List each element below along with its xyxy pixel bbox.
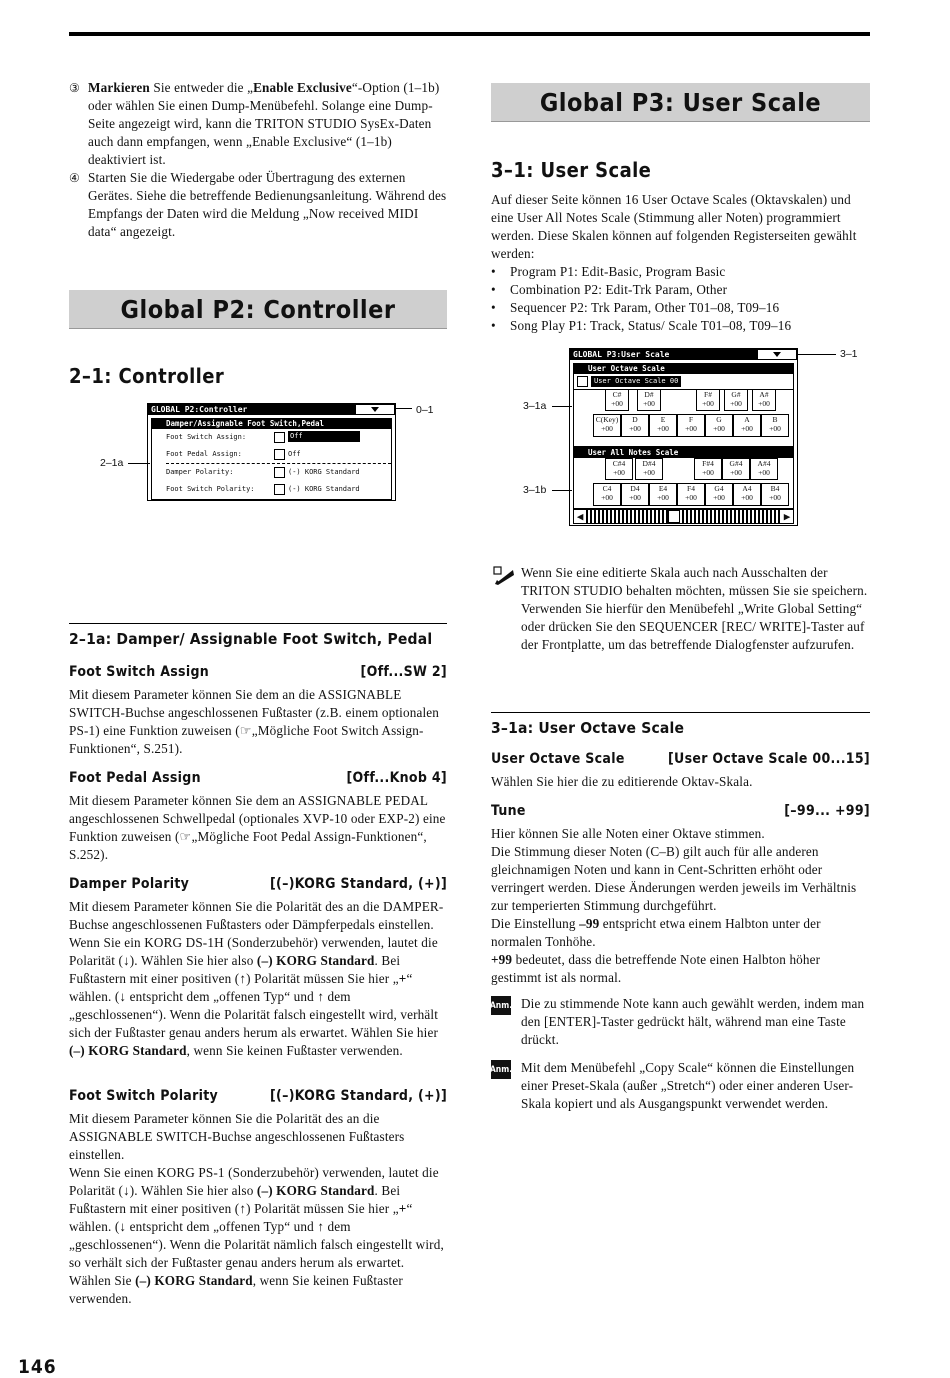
key-cell[interactable]: [722, 458, 750, 480]
param-description: [69, 898, 447, 1060]
anm-note-icon: Anm.: [491, 996, 511, 1015]
param-name: Foot Switch Polarity: [69, 1088, 219, 1104]
key-cell[interactable]: [705, 483, 733, 506]
key-cell[interactable]: [750, 458, 778, 480]
lcd-row-value[interactable]: Off: [288, 450, 301, 458]
param-paragraph: Die Stimmung dieser Noten (C–B) gilt auch für alle anderen gleichnamigen Noten und kann in Cent-Schritten erhöht oder verringert werden. Diese Änderungen werden jeweils im Verhältnis zur temperierten Stimmung durchgeführt.: [491, 844, 857, 913]
section-title-user-scale: 3–1: User Scale: [491, 158, 652, 182]
note-paragraph: Wenn Sie eine editierte Skala auch nach Ausschalten der TRITON STUDIO behalten möchten, müssen Sie sie speichern.: [521, 565, 868, 598]
intro-paragraph: Auf dieser Seite können 16 User Octave Scales (Oktavskalen) und eine User All Notes Scale (Stimmung aller Noten) programmiert werden. Diese Skalen können auf folgenden Registerseiten gewählt werden:: [491, 192, 857, 261]
key-name: F#4: [702, 459, 714, 468]
param-description: [491, 825, 870, 987]
key-cell[interactable]: [761, 414, 789, 437]
anm-note-icon: Anm.: [491, 1060, 511, 1079]
octave-scale-select[interactable]: [577, 376, 681, 387]
key-cell[interactable]: [677, 414, 705, 437]
intro-block: [491, 191, 870, 335]
callout-label: 0–1: [416, 404, 434, 416]
text-run: , wenn Sie keinen Fußtaster verwenden.: [186, 1043, 403, 1058]
lcd-group-label: User Octave Scale: [574, 364, 793, 374]
key-value: +00: [730, 468, 742, 477]
key-cell[interactable]: [593, 483, 621, 506]
octave-scale-value[interactable]: User Octave Scale 00: [591, 376, 681, 387]
param-paragraph: [69, 934, 447, 1060]
param-paragraph: Mit diesem Parameter können Sie die Polarität des an die ASSIGNABLE SWITCH-Buchse angeschlossenen Fußtasters einstellen.: [69, 1111, 405, 1162]
key-value: +00: [629, 424, 641, 433]
all-notes-white-keys: [593, 483, 789, 507]
key-name: G#4: [729, 459, 743, 468]
key-cell[interactable]: [752, 389, 776, 411]
key-value: +00: [769, 424, 781, 433]
key-value: +00: [713, 493, 725, 502]
anm-note-text: Die zu stimmende Note kann auch gewählt werden, indem man den [ENTER]-Taster gedrückt hält, während man eine Taste drückt.: [521, 996, 865, 1047]
scroll-left-icon[interactable]: ◀: [574, 510, 586, 523]
list-item-text: Program P1: Edit-Basic, Program Basic: [510, 264, 726, 279]
list-item: • Song Play P1: Track, Status/ Scale T01–08, T09–16: [491, 318, 792, 333]
key-name: E: [660, 415, 666, 424]
param-name: Damper Polarity: [69, 876, 190, 892]
top-rule: [69, 32, 870, 36]
section-title-controller: 2–1: Controller: [69, 364, 225, 388]
text-bold: –99: [579, 916, 600, 931]
key-name: D#: [644, 390, 654, 399]
key-value: +00: [702, 399, 714, 408]
text-run: Wenn Sie ein KORG DS-1H (Sonderzubehör) verwenden, lautet die Polarität (↓). Wählen Sie hier also: [69, 935, 438, 968]
key-value: +00: [758, 468, 770, 477]
lcd-title: GLOBAL P3:User Scale: [573, 350, 670, 359]
key-value: +00: [769, 493, 781, 502]
param-range: [User Octave Scale 00...15]: [668, 751, 870, 767]
key-value: +00: [643, 468, 655, 477]
step-3: [69, 79, 447, 169]
list-item: • Combination P2: Edit-Trk Param, Other: [491, 282, 728, 297]
step-number: ④: [69, 171, 80, 185]
key-value: +00: [657, 424, 669, 433]
key-name: C#: [612, 390, 622, 399]
param-name: User Octave Scale: [491, 751, 625, 767]
key-name: C#4: [612, 459, 626, 468]
key-name: B: [772, 415, 778, 424]
list-item: • Sequencer P2: Trk Param, Other T01–08, T09–16: [491, 300, 780, 315]
key-value: +00: [741, 424, 753, 433]
key-value: +00: [702, 468, 714, 477]
text-run: . Bei Fußtastern mit einer positiven (↑) Polarität müssen Sie hier „: [69, 953, 401, 986]
param-name: Tune: [491, 803, 526, 819]
text-bold: (–) KORG Standard: [135, 1273, 253, 1288]
key-value: +00: [657, 493, 669, 502]
key-value: +00: [613, 468, 625, 477]
key-value: +00: [758, 399, 770, 408]
key-value: +00: [741, 493, 753, 502]
lcd-controller-screen: [147, 403, 396, 501]
param-name: Foot Pedal Assign: [69, 770, 201, 786]
param-description: Wählen Sie hier die zu editierende Oktav-Skala.: [491, 774, 753, 789]
key-cell[interactable]: [621, 483, 649, 506]
chapter-title-controller: Global P2: Controller: [69, 290, 447, 329]
lcd-row-label: Foot Switch Assign:: [166, 433, 247, 441]
anm-note-text: Mit dem Menübefehl „Copy Scale“ können die Einstellungen einer Preset-Skala (außer „Stretch“) oder einer anderen User-Skala kopiert und als Ausgangspunkt verwendet werden.: [521, 1060, 855, 1111]
callout-label: 3–1: [840, 348, 858, 360]
lcd-row-label: Foot Switch Polarity:: [166, 485, 255, 493]
key-name: F4: [687, 484, 695, 493]
param-description: [69, 1110, 447, 1308]
list-item: • Program P1: Edit-Basic, Program Basic: [491, 264, 726, 279]
param-range: [Off...Knob 4]: [346, 770, 447, 786]
callout-line: [552, 490, 572, 491]
param-heading: [69, 664, 447, 680]
lcd-row-value[interactable]: (-) KORG Standard: [288, 485, 360, 493]
text-bold: +99: [491, 952, 513, 967]
param-heading: [69, 876, 447, 892]
param-name: Foot Switch Assign: [69, 664, 210, 680]
key-name: E4: [658, 484, 668, 493]
key-cell[interactable]: [705, 414, 733, 437]
lcd-row[interactable]: [166, 429, 391, 446]
scroll-right-icon[interactable]: ▶: [781, 510, 793, 523]
param-heading: [69, 770, 447, 786]
lcd-row-label: Damper Polarity:: [166, 468, 234, 476]
key-value: +00: [713, 424, 725, 433]
select-arrow-icon[interactable]: [274, 449, 285, 460]
key-cell[interactable]: [733, 483, 761, 506]
key-cell[interactable]: [733, 414, 761, 437]
param-description: Mit diesem Parameter können Sie dem an die ASSIGNABLE SWITCH-Buchse angeschlossenen Fußtaster (z.B. einem optionalen PS-1) eine Funktion zuweisen (☞„Mögliche Foot Switch Assign-Funktionen“, S.251).: [69, 687, 440, 756]
subsection-title-octave: 3–1a: User Octave Scale: [491, 712, 870, 737]
step-bold: Markieren: [88, 80, 150, 95]
key-name: G4: [714, 484, 724, 493]
lcd-row[interactable]: [166, 446, 391, 463]
lcd-row-value[interactable]: (-) KORG Standard: [288, 468, 360, 476]
key-value: +00: [611, 399, 623, 408]
page-menu-dropdown[interactable]: [757, 349, 797, 360]
chapter-title-user-scale: Global P3: User Scale: [491, 83, 870, 122]
register-list: [491, 263, 870, 335]
text-run: , wenn Sie keinen Fußtaster verwenden.: [69, 1273, 403, 1306]
param-paragraph: Mit diesem Parameter können Sie die Polarität des an die DAMPER-Buchse angeschlossenen Fußtasters oder Dämpferpedals einstellen.: [69, 899, 444, 932]
select-arrow-icon[interactable]: [274, 467, 285, 478]
text-bold: +: [398, 971, 407, 986]
key-name: C4: [602, 484, 612, 493]
callout-line: [128, 463, 150, 464]
callout-label: 3–1a: [523, 400, 547, 412]
callout-line: [796, 354, 836, 355]
key-value: +00: [685, 493, 697, 502]
page-menu-dropdown[interactable]: [355, 404, 395, 415]
key-value: +00: [730, 399, 742, 408]
text-run: “ wählen. (↓ entspricht dem „offenen Typ“ und ↑ dem „geschlossenen“). Wenn die Polarität falsch eingestellt wird, verhält sich der Fußtaster genau anders herum als erwartet. Wählen Sie hier: [69, 971, 439, 1040]
lcd-row-value[interactable]: Off: [288, 431, 360, 442]
text-bold: (–) KORG Standard: [256, 953, 375, 968]
key-name: D4: [630, 484, 640, 493]
key-value: +00: [643, 399, 655, 408]
lcd-title: GLOBAL P2:Controller: [151, 405, 248, 414]
param-heading: [491, 751, 870, 767]
param-description: Mit diesem Parameter können Sie dem an ASSIGNABLE PEDAL angeschlossenen Schwellpedal (optionales XVP-10 oder EXP-2) eine Funktion zuweisen (☞„Mögliche Foot Pedal Assign-Funktionen“, S.252).: [69, 793, 446, 862]
key-cell[interactable]: [635, 458, 663, 480]
select-arrow-icon[interactable]: [274, 484, 285, 495]
pencil-note-icon: [493, 566, 515, 586]
text-run: Wenn Sie einen KORG PS-1 (Sonderzubehör) verwenden, lautet die Polarität (↓). Wählen Sie hier also: [69, 1165, 439, 1198]
page-number: 146: [18, 1356, 57, 1378]
callout-label: 3–1b: [523, 484, 547, 496]
key-cell[interactable]: [605, 458, 633, 480]
subsection-title-damper: 2–1a: Damper/ Assignable Foot Switch, Pedal: [69, 623, 447, 648]
key-cell[interactable]: [649, 483, 677, 506]
text-run: bedeutet, dass die betreffende Note einen Halbton höher gestimmt ist als normal.: [491, 952, 821, 985]
select-arrow-icon[interactable]: [577, 376, 588, 387]
octave-white-keys: [593, 414, 789, 438]
scroll-thumb[interactable]: [668, 510, 680, 523]
key-value: +00: [629, 493, 641, 502]
text-run: . Bei Fußtastern mit einer positiven (↑) Polarität müssen Sie hier „: [69, 1183, 401, 1216]
callout-label: 2–1a: [100, 457, 124, 469]
key-cell[interactable]: [724, 389, 748, 411]
step-list: [69, 79, 447, 241]
key-name: D: [632, 415, 638, 424]
key-name: A#4: [757, 459, 771, 468]
param-paragraph: [491, 951, 870, 987]
key-name: G#: [731, 390, 741, 399]
step-bold: Enable Exclusive: [253, 80, 352, 95]
step-text: “-Option (1–1b) oder wählen Sie einen Dump-Menübefehl. Solange eine Dump-Seite angezeigt wird, kann die TRITON STUDIO SysEx-Daten auch dann empfangen, wenn „Enable Exclusive“ (1–1b) deaktiviert ist.: [88, 80, 440, 167]
key-name: A: [744, 415, 750, 424]
list-item-text: Combination P2: Edit-Trk Param, Other: [510, 282, 728, 297]
step-4: [69, 169, 447, 241]
key-value: +00: [601, 493, 613, 502]
key-cell[interactable]: [605, 389, 629, 411]
key-value: +00: [601, 424, 613, 433]
note-block: [521, 564, 870, 654]
key-cell[interactable]: [637, 389, 661, 411]
note-paragraph: Verwenden Sie hierfür den Menübefehl „Write Global Setting“ oder drücken Sie den SEQUENCER [REC/ WRITE]-Taster auf der Frontplatte, um das betreffende Dialogfenster aufzurufen.: [521, 601, 865, 652]
list-item-text: Song Play P1: Track, Status/ Scale T01–08, T09–16: [510, 318, 792, 333]
step-text: Starten Sie die Wiedergabe oder Übertragung des externen Gerätes. Siehe die betreffende Bedienungsanleitung. Während des Empfangs der Daten wird die Meldung „Now received MIDI data“ angezeigt.: [88, 170, 447, 239]
key-cell[interactable]: [649, 414, 677, 437]
key-name: G: [716, 415, 722, 424]
param-paragraph: [491, 915, 870, 951]
key-cell[interactable]: [677, 483, 705, 506]
key-name: A#: [759, 390, 769, 399]
text-run: entspricht etwa einem Halbton unter der normalen Tonhöhe.: [491, 916, 821, 949]
text-bold: +: [398, 1201, 407, 1216]
key-name: F: [688, 415, 694, 424]
key-name: D#4: [642, 459, 656, 468]
key-cell[interactable]: [694, 458, 722, 480]
text-run: “ wählen. (↓ entspricht dem „offenen Typ“ und ↑ dem „geschlossenen“). Wenn die Polarität nämlich falsch eingestellt wird, so verhält sich der Fußtaster genau anders herum als erwartet. Wählen Sie: [69, 1201, 444, 1288]
lcd-group-label: Damper/Assignable Foot Switch,Pedal: [152, 419, 391, 429]
key-name: B4: [770, 484, 780, 493]
key-cell[interactable]: [696, 389, 720, 411]
lcd-group-box: [151, 418, 392, 500]
key-name: A4: [742, 484, 752, 493]
text-run: Die Einstellung: [491, 916, 580, 931]
param-paragraph: Hier können Sie alle Noten einer Oktave stimmen.: [491, 826, 765, 841]
callout-line: [394, 408, 412, 409]
step-text: Sie entweder die „: [149, 80, 254, 95]
key-name: F#: [704, 390, 712, 399]
param-heading: [69, 1088, 447, 1104]
select-arrow-icon[interactable]: [274, 432, 285, 443]
list-item-text: Sequencer P2: Trk Param, Other T01–08, T09–16: [510, 300, 780, 315]
lcd-rows: [152, 429, 391, 498]
text-bold: (–) KORG Standard: [256, 1183, 375, 1198]
key-cell[interactable]: [761, 483, 789, 506]
param-range: [(–)KORG Standard, (+)]: [269, 876, 447, 892]
callout-line: [552, 406, 572, 407]
param-heading: [491, 803, 870, 819]
param-range: [–99... +99]: [784, 803, 870, 819]
keyboard-scroll-bar[interactable]: [573, 509, 794, 524]
lcd-group-label: User All Notes Scale: [574, 448, 793, 458]
param-range: [Off...SW 2]: [360, 664, 447, 680]
param-range: [(–)KORG Standard, (+)]: [269, 1088, 447, 1104]
text-bold: (–) KORG Standard: [69, 1043, 187, 1058]
lcd-row[interactable]: [166, 481, 391, 498]
param-paragraph: [69, 1164, 447, 1308]
key-name: C(Key): [595, 415, 619, 424]
key-value: +00: [685, 424, 697, 433]
key-cell[interactable]: [593, 414, 621, 437]
step-number: ③: [69, 81, 80, 95]
lcd-row[interactable]: [166, 463, 391, 481]
lcd-row-label: Foot Pedal Assign:: [166, 450, 242, 458]
key-cell[interactable]: [621, 414, 649, 437]
